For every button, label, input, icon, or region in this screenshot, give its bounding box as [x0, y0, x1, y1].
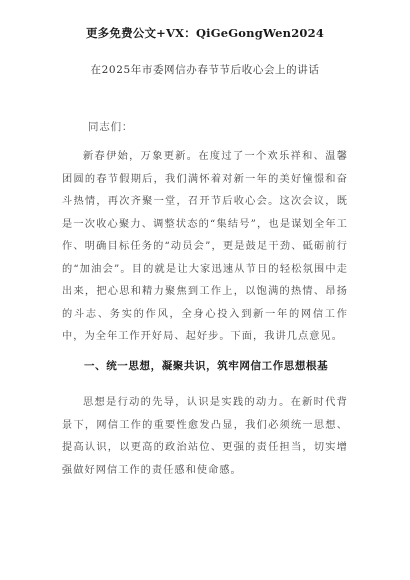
promo-header: 更多免费公文+VX：QiGeGongWen2024: [85, 26, 325, 40]
document-title: 在2025年市委网信办春节节后收心会上的讲话: [90, 64, 320, 76]
salutation: 同志们：: [88, 121, 134, 133]
section-paragraph: 思想是行动的先导，认识是实践的动力。在新时代背景下，网信工作的重要性愈发凸显，我们必须统一思想、提高认识，以更高的政治站位、更强的责任担当，切实增强做好网信工作的责任感和使命感。: [62, 397, 348, 476]
section-heading: 一、统一思想，凝聚共识，筑牢网信工作思想根基: [84, 360, 329, 372]
body-paragraph: 新春伊始，万象更新。在度过了一个欢乐祥和、温馨团圆的春节假期后，我们满怀着对新一年的美好憧憬和奋斗热情，再次齐聚一堂，召开节后收心会。这次会议，既是一次收心聚力、调整状态的“集结号”，也是谋划全年工作、明确目标任务的“动员会”，更是鼓足干劲、砥砺前行的“加油会”。目的就是让大家迅速从节日的轻松氛围中走出来，把心思和精力聚焦到工作上，以饱满的热情、昂扬的斗志、务实的作风，全身心投入到新一年的网信工作中，为全年工作开好局、起好步。下面，我讲几点意见。: [62, 151, 348, 342]
